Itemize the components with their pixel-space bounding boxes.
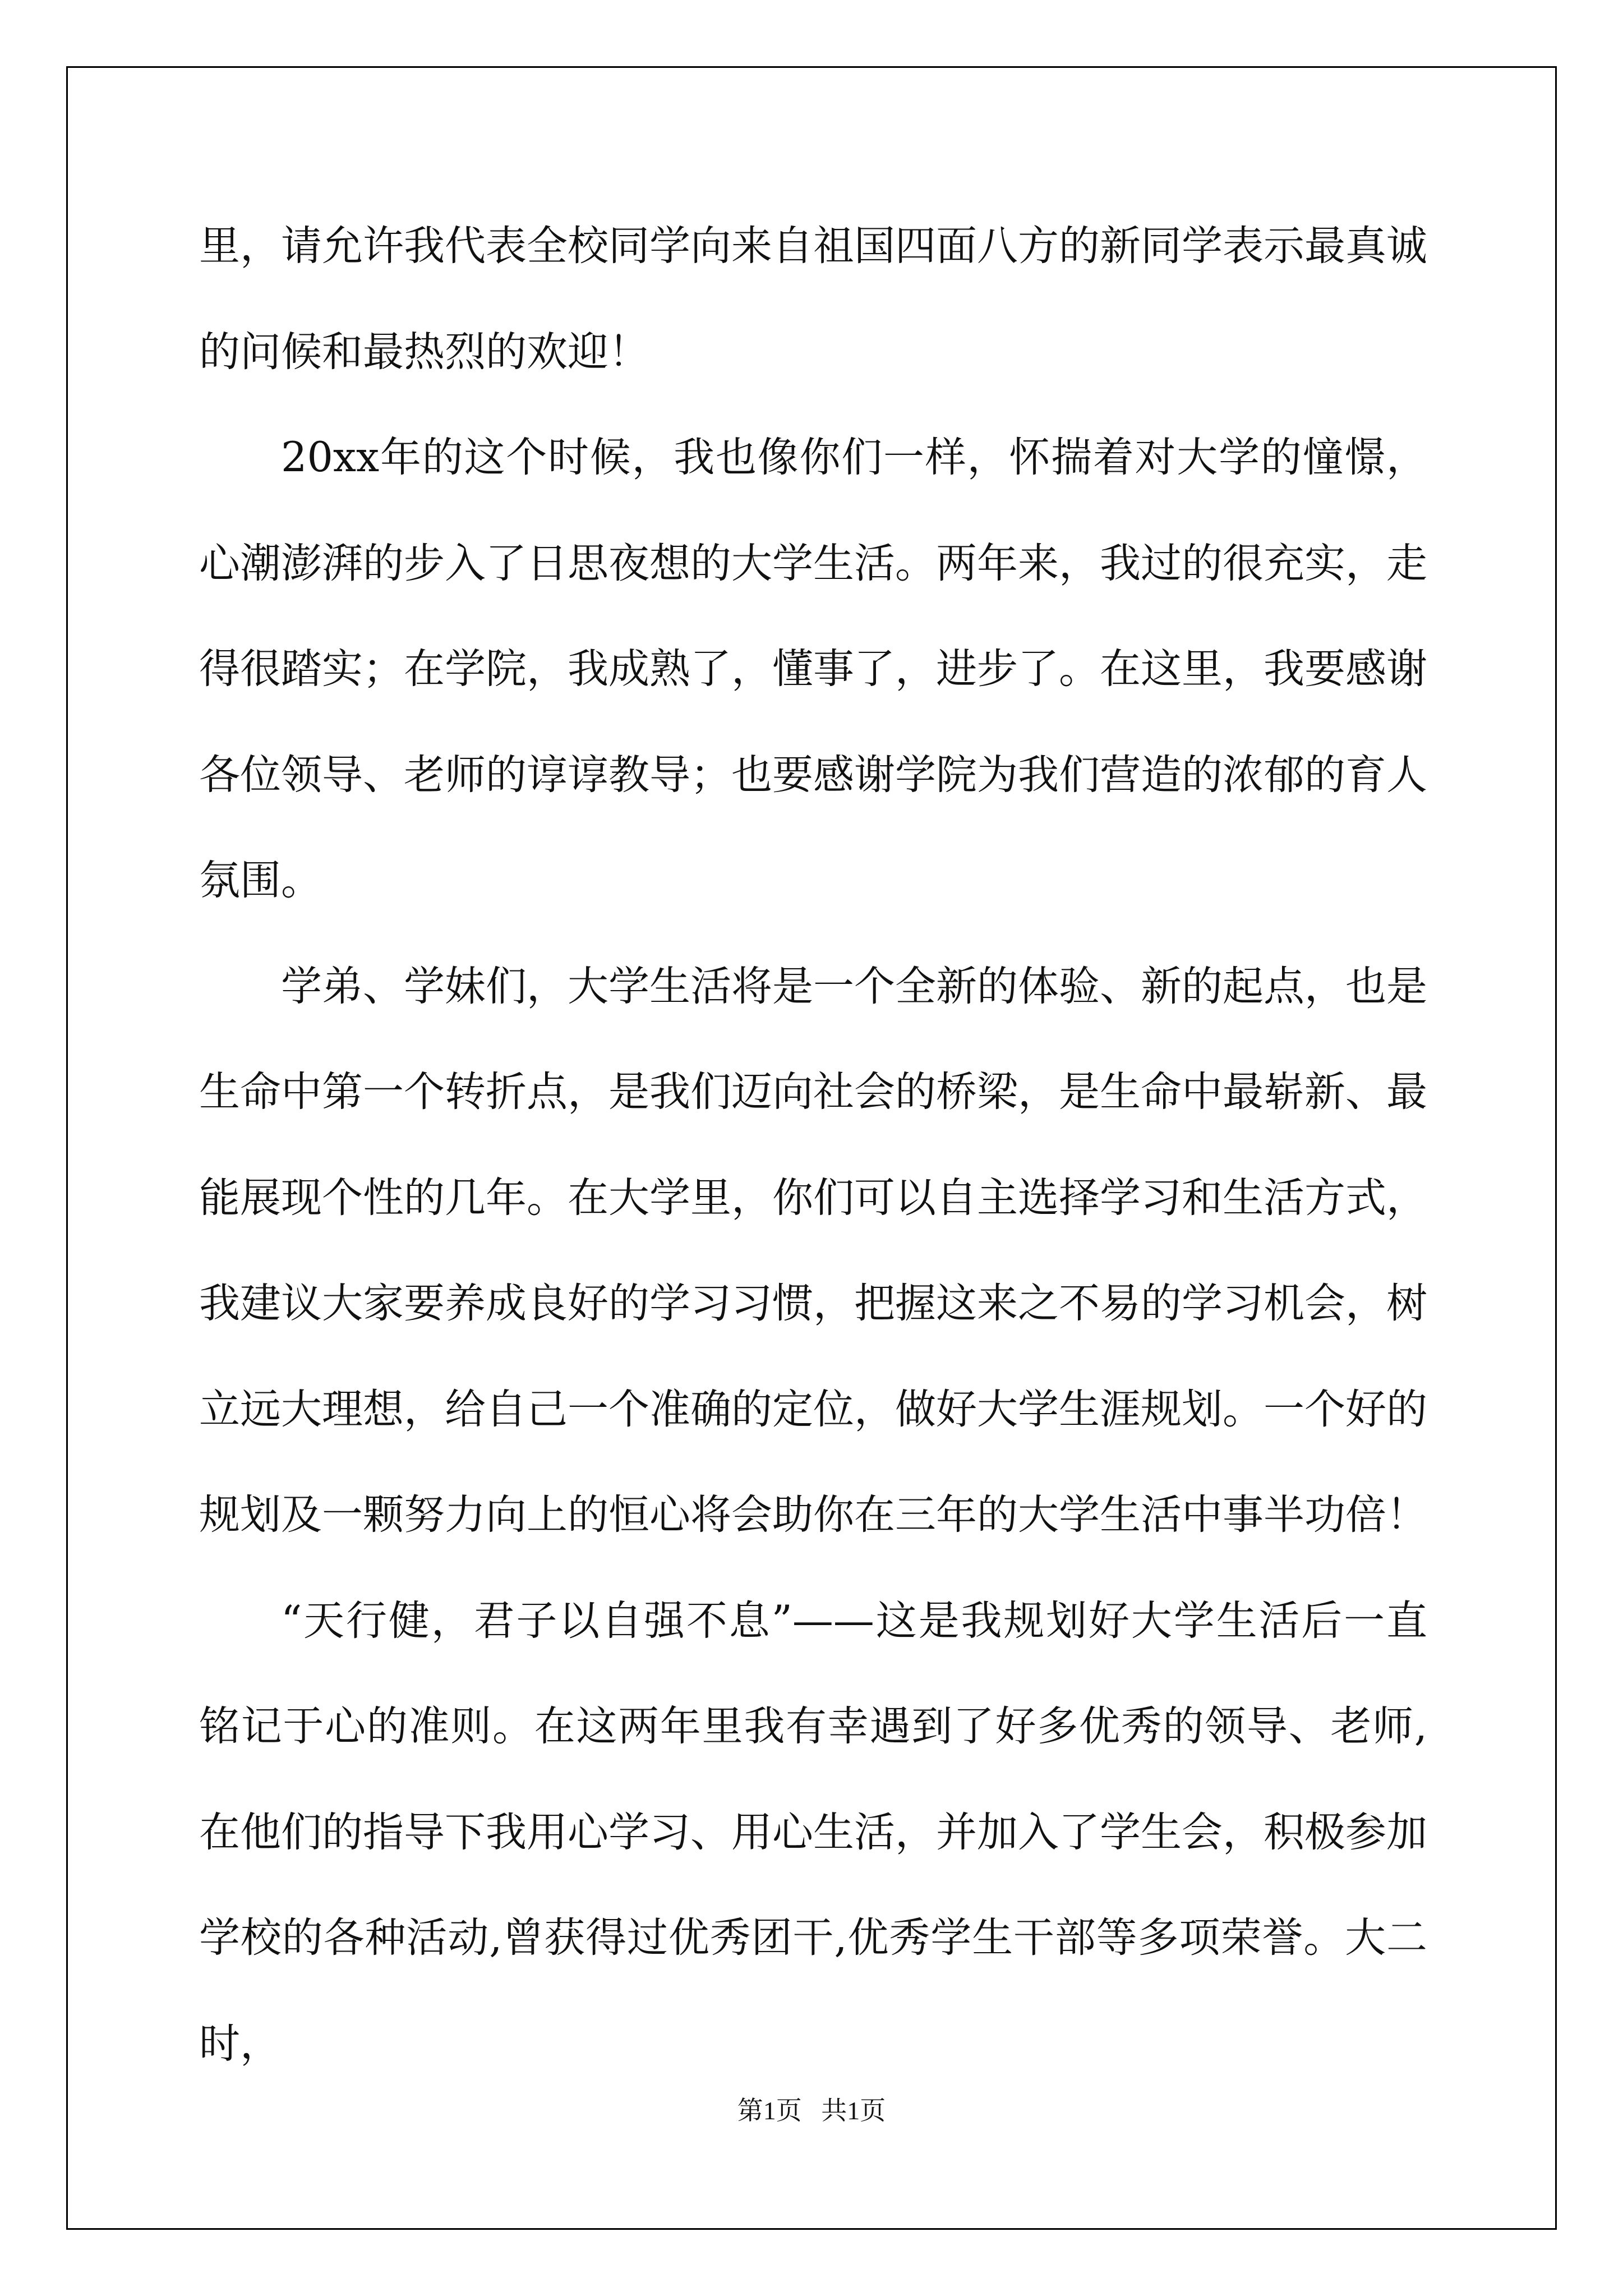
page-number-footer: 第1页 共1页 xyxy=(737,2096,886,2125)
paragraph-1: 里，请允许我代表全校同学向来自祖国四面八方的新同学表示最真诚的问候和最热烈的欢迎！ xyxy=(199,222,1427,376)
document-body xyxy=(199,194,1427,2097)
paragraph-3: 学弟、学妹们，大学生活将是一个全新的体验、新的起点，也是生命中第一个转折点，是我们迈向社会的桥梁，是生命中最崭新、最能展现个性的几年。在大学里，你们可以自主选择学习和生活方式，我建议大家要养成良好的学习习惯，把握这来之不易的学习机会，树立远大理想，给自己一个准确的定位，做好大学生涯规划。一个好的规划及一颗努力向上的恒心将会助你在三年的大学生活中事半功倍！ xyxy=(199,962,1427,1539)
paragraph-4: “天行健，君子以自强不息”——这是我规划好大学生活后一直铭记于心的准则。在这两年里我有幸遇到了好多优秀的领导、老师,在他们的指导下我用心学习、用心生活，并加入了学生会，积极参加学校的各种活动,曾获得过优秀团干,优秀学生干部等多项荣誉。大二时， xyxy=(199,1596,1427,2068)
paragraph-2: 20xx年的这个时候，我也像你们一样，怀揣着对大学的憧憬，心潮澎湃的步入了日思夜想的大学生活。两年来，我过的很充实，走得很踏实；在学院，我成熟了，懂事了，进步了。在这里，我要感谢各位领导、老师的谆谆教导；也要感谢学院为我们营造的浓郁的育人氛围。 xyxy=(199,434,1427,904)
